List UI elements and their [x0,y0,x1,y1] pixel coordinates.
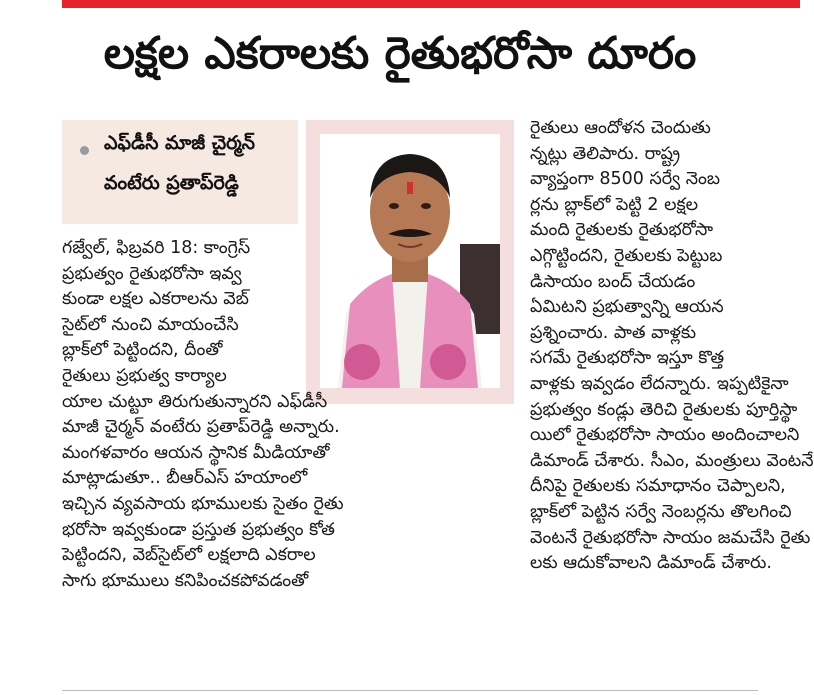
byline-box [62,120,298,224]
text-line: వెంటనే రైతుభరోసా సాయం జమచేసి రైతు [530,527,811,548]
article-left-column [62,236,398,594]
text-line: న్నట్లు తెలిపారు. రాష్ట్ర [530,143,681,164]
text-line: సగమే రైతుభరోసా ఇస్తూ కొత్త [530,348,725,369]
article-right-column [530,116,814,577]
text-line: యాల చుట్టూ తిరుగుతున్నారని ఎఫ్‌డీసీ [62,391,328,412]
text-line: వాళ్లకు ఇవ్వడం లేదన్నారు. ఇప్పటికైనా [530,373,789,394]
text-line: బ్లాక్‌లో పెట్టిందని, దీంతో [62,340,223,361]
text-line: మంది రైతులకు రైతుభరోసా [530,220,714,241]
headline: లక్షల ఎకరాలకు రైతుభరోసా దూరం [103,28,697,79]
text-line: పెట్టిందని, వెబ్‌సైట్‌లో లక్షలాది ఎకరాల [62,545,316,566]
text-line: డిసాయం బంద్ చేయడం [530,271,696,292]
byline-designation: ఎఫ్‌డీసీ మాజీ చైర్మన్ [104,132,255,154]
text-line: దీనిపై రైతులకు సమాధానం చెప్పాలని, [530,476,786,497]
text-line: సైట్‌లో నుంచి మాయంచేసి [62,314,239,335]
text-line: వ్యాప్తంగా 8500 సర్వే నెంబ [530,169,720,190]
top-accent-bar [62,0,800,8]
byline-person-name: వంటేరు ప్రతాప్‌రెడ్డి [104,172,239,194]
text-line: రైతులు ప్రభుత్వ కార్యాల [62,365,227,386]
bottom-divider [62,690,758,691]
text-line: ప్రభుత్వం కండ్లు తెరిచి రైతులకు పూర్తిస్థా [530,399,798,420]
text-line: భరోసా ఇవ్వకుండా ప్రస్తుత ప్రభుత్వం కోత [62,519,335,540]
text-line: మాట్లాడుతూ.. బీఆర్‌ఎస్ హయాంలో [62,468,308,489]
text-line: మాజీ చైర్మన్ వంటేరు ప్రతాప్‌రెడ్డి అన్నారు. [62,417,340,438]
text-line: ఇచ్చిన వ్యవసాయ భూములకు సైతం రైతు [62,493,344,514]
text-line: గజ్వేల్, ఫిబ్రవరి 18: కాంగ్రెస్ [62,238,251,258]
text-line: కుండా లక్షల ఎకరాలను వెబ్ [62,289,249,310]
text-line: రైతులు ఆందోళన చెందుతు [530,118,711,138]
text-line: ప్రశ్నించారు. పాత వాళ్లకు [530,322,697,343]
text-line: ఎగ్గొట్టిందని, రైతులకు పెట్టుబ [530,245,723,266]
bullet-icon [80,146,89,155]
text-line: మంగళవారం ఆయన స్థానిక మీడియాతో [62,442,330,463]
text-line: సాగు భూములు కనిపించకపోవడంతో [62,570,309,591]
text-line: ర్లను బ్లాక్‌లో పెట్టి 2 లక్షల [530,194,699,215]
text-line: యిలో రైతుభరోసా సాయం అందించాలని [530,425,800,446]
text-line: ఏమిటని ప్రభుత్వాన్ని ఆయన [530,297,724,318]
text-line: ప్రభుత్వం రైతుభరోసా ఇవ్వ [62,263,242,284]
text-line: డిమాండ్ చేశారు. సీఎం, మంత్రులు వెంటనే [530,450,814,471]
text-line: లకు ఆదుకోవాలని డిమాండ్ చేశారు. [530,553,772,574]
text-line: బ్లాక్‌లో పెట్టిన సర్వే నెంబర్లను తొలగించి [530,501,792,522]
